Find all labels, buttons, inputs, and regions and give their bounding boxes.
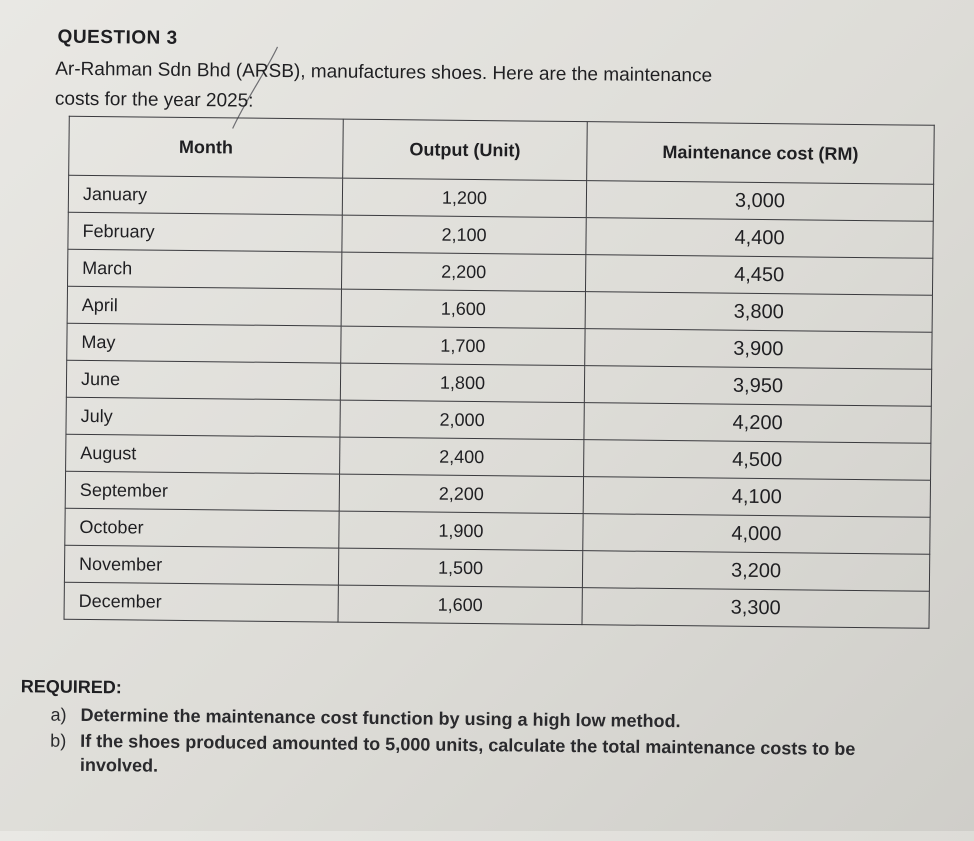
cell-output: 1,200 bbox=[342, 178, 586, 218]
cell-cost: 3,900 bbox=[585, 329, 932, 370]
header-output: Output (Unit) bbox=[343, 119, 588, 181]
required-item-b bbox=[50, 729, 930, 786]
cell-output: 1,800 bbox=[340, 363, 584, 403]
cell-output: 1,500 bbox=[338, 548, 582, 588]
table-row bbox=[64, 582, 929, 628]
cell-output: 2,100 bbox=[342, 215, 586, 255]
cell-output: 1,600 bbox=[338, 585, 582, 625]
cell-output: 2,200 bbox=[339, 474, 583, 514]
required-item-text: If the shoes produced amounted to 5,000 units, calculate the total maintenance costs to be involved. bbox=[79, 730, 856, 776]
cell-cost: 3,200 bbox=[582, 551, 929, 592]
cell-cost: 4,400 bbox=[586, 218, 933, 259]
cell-month: June bbox=[66, 360, 340, 400]
question-heading: QUESTION 3 bbox=[57, 26, 178, 49]
cell-month: September bbox=[65, 471, 339, 511]
table-header-row bbox=[69, 116, 935, 184]
required-list bbox=[50, 703, 931, 788]
cell-output: 2,200 bbox=[341, 252, 585, 292]
cell-output: 1,600 bbox=[341, 289, 585, 329]
header-month: Month bbox=[69, 116, 344, 178]
cell-cost: 3,300 bbox=[582, 588, 929, 629]
question-intro: Ar-Rahman Sdn Bhd (ARSB), manufactures shoes. Here are the maintenance costs for the year 2025: bbox=[54, 58, 713, 112]
cell-cost: 3,000 bbox=[586, 181, 933, 222]
header-maintenance-cost: Maintenance cost (RM) bbox=[587, 122, 935, 185]
cell-output: 1,700 bbox=[341, 326, 585, 366]
cell-month: February bbox=[68, 212, 342, 252]
cell-cost: 4,500 bbox=[584, 440, 931, 481]
maintenance-cost-table bbox=[64, 116, 935, 629]
required-heading: REQUIRED: bbox=[20, 676, 122, 698]
cell-cost: 4,450 bbox=[585, 255, 932, 296]
cell-month: December bbox=[64, 582, 338, 622]
cell-month: April bbox=[67, 286, 341, 326]
cell-cost: 3,800 bbox=[585, 292, 932, 333]
required-item-letter: b) bbox=[50, 730, 67, 751]
cell-output: 2,000 bbox=[340, 400, 584, 440]
cell-cost: 4,200 bbox=[584, 403, 931, 444]
cell-month: January bbox=[68, 175, 342, 215]
cell-month: August bbox=[66, 434, 340, 474]
cell-output: 2,400 bbox=[340, 437, 584, 477]
cell-month: October bbox=[65, 508, 339, 548]
cell-cost: 4,100 bbox=[583, 477, 930, 518]
cell-cost: 4,000 bbox=[583, 514, 930, 555]
required-item-text: Determine the maintenance cost function by using a high low method. bbox=[80, 704, 681, 732]
cell-month: March bbox=[68, 249, 342, 289]
cell-month: May bbox=[67, 323, 341, 363]
cell-month: July bbox=[66, 397, 340, 437]
cell-month: November bbox=[64, 545, 338, 585]
cell-output: 1,900 bbox=[339, 511, 583, 551]
required-item-letter: a) bbox=[50, 704, 67, 725]
cell-cost: 3,950 bbox=[584, 366, 931, 407]
